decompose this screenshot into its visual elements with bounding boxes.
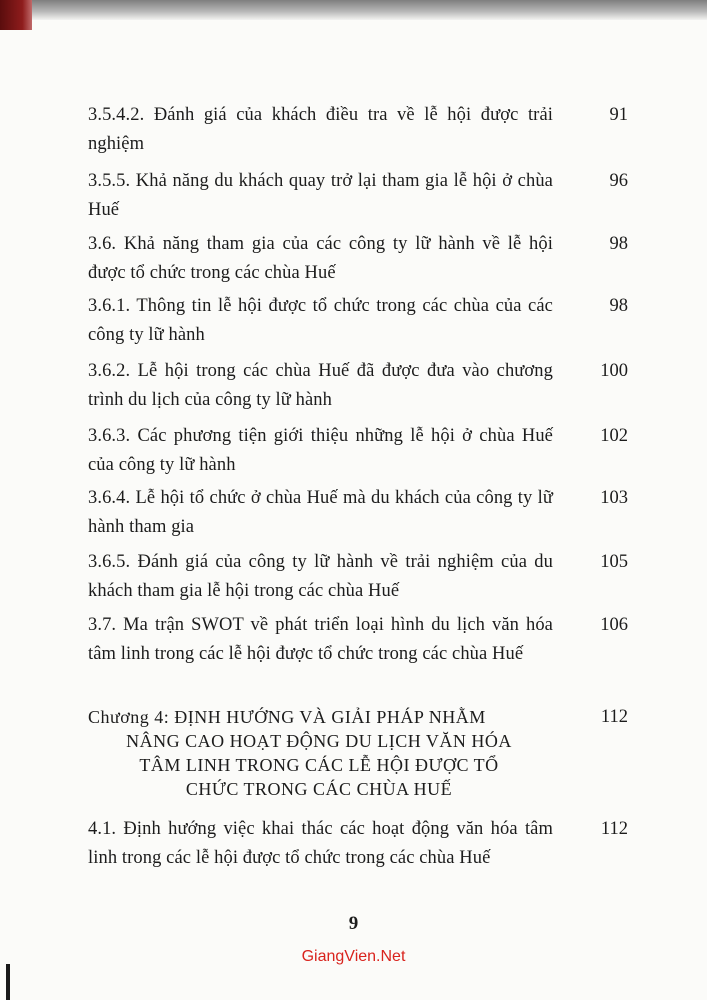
watermark-text: GiangVien.Net (301, 948, 406, 965)
toc-entry-page: 98 (609, 296, 628, 316)
toc-entry-page: 112 (600, 819, 628, 839)
toc-entry-title: 3.6.2. Lễ hội trong các chùa Huế đã được đưa vào chương trình du lịch của công ty lữ hành (88, 361, 553, 410)
toc-entry-page: 112 (600, 707, 628, 727)
toc-chapter-title (88, 705, 553, 801)
toc-entry-page: 100 (600, 361, 628, 381)
page-number: 9 (348, 913, 359, 934)
toc-entry-title: 3.6.1. Thông tin lễ hội được tổ chức trong các chùa của các công ty lữ hành (88, 296, 553, 345)
toc-entry-page: 103 (600, 488, 628, 508)
toc-entry-page: 98 (609, 234, 628, 254)
toc-entry-title: 3.6. Khả năng tham gia của các công ty lữ hành về lễ hội được tổ chức trong các chùa Huế (88, 234, 553, 283)
toc-entry-title: 3.6.3. Các phương tiện giới thiệu những lễ hội ở chùa Huế của công ty lữ hành (88, 426, 553, 475)
toc-entry-title: 3.6.4. Lễ hội tổ chức ở chùa Huế mà du khách của công ty lữ hành tham gia (88, 488, 553, 537)
toc-entry-title: 3.5.4.2. Đánh giá của khách điều tra về lễ hội được trải nghiệm (88, 105, 553, 154)
toc-entry-title: 3.7. Ma trận SWOT về phát triển loại hình du lịch văn hóa tâm linh trong các lễ hội được tổ chức trong các chùa Huế (88, 615, 553, 664)
chapter-title-rest: NÂNG CAO HOẠT ĐỘNG DU LỊCH VĂN HÓA TÂM LINH TRONG CÁC LỄ HỘI ĐƯỢC TỔ CHỨC TRONG CÁC CHÙA HUẾ (126, 731, 512, 799)
toc-entry-page: 91 (609, 105, 628, 125)
toc-entry-page: 105 (600, 552, 628, 572)
toc-entry-title: 4.1. Định hướng việc khai thác các hoạt động văn hóa tâm linh trong các lễ hội được tổ chức trong các chùa Huế (88, 819, 553, 868)
toc-entry-page: 96 (609, 171, 628, 191)
toc-entry-page: 106 (600, 615, 628, 635)
chapter-title-line1: Chương 4: ĐỊNH HƯỚNG VÀ GIẢI PHÁP NHẰM (88, 707, 486, 727)
toc-entry-title: 3.5.5. Khả năng du khách quay trở lại tham gia lễ hội ở chùa Huế (88, 171, 553, 220)
toc-entry-page: 102 (600, 426, 628, 446)
toc-entry-title: 3.6.5. Đánh giá của công ty lữ hành về trải nghiệm của du khách tham gia lễ hội trong các chùa Huế (88, 552, 553, 601)
